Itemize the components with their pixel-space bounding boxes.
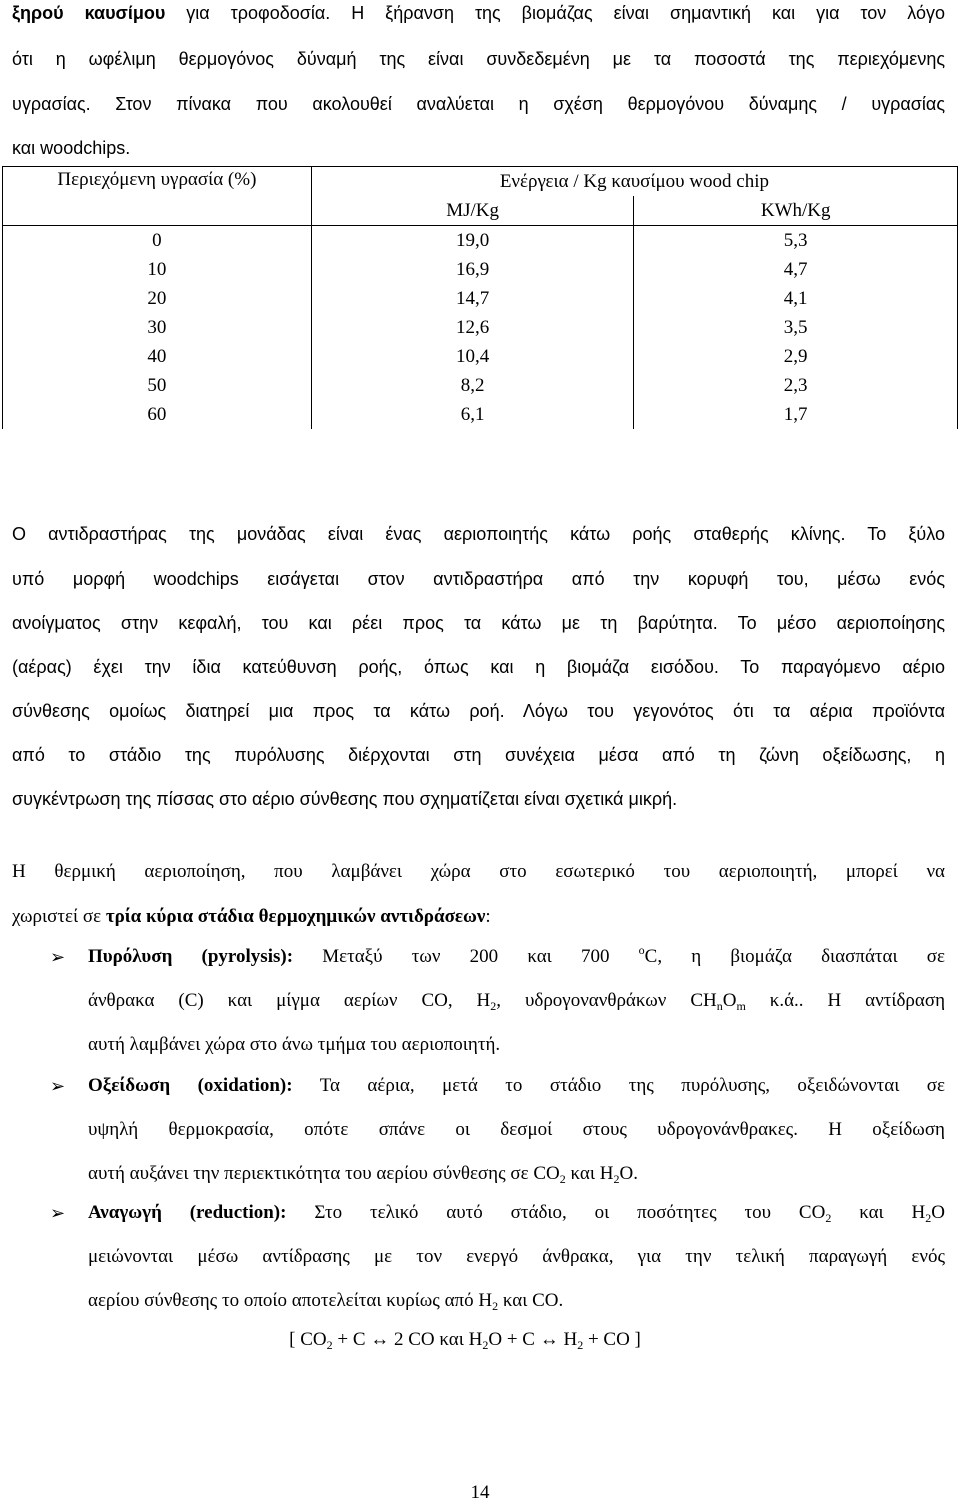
energy-column-header: Ενέργεια / Kg καυσίμου wood chip <box>311 167 957 197</box>
reduction-l1-b: και H <box>831 1202 926 1223</box>
reduction-l1-c: O <box>931 1202 945 1223</box>
pyrolysis-l2-a: άνθρακα (C) και μίγμα αερίων CO, H <box>88 990 491 1011</box>
oxidation-line-1 <box>88 1075 945 1097</box>
table-cell-moisture: 60 <box>3 400 312 429</box>
pyrolysis-line-1 <box>88 943 946 968</box>
reduction-l1-sub1: 2 <box>825 1211 832 1225</box>
reduction-l1-a: Στο τελικό αυτό στάδιο, οι ποσότητες του CO <box>286 1202 826 1223</box>
oxidation-text: Τα αέρια, μετά το στάδιο της πυρόλυσης, οξειδώνονται σε <box>292 1075 945 1096</box>
table-row <box>3 255 958 284</box>
table-cell-kwh: 5,3 <box>634 226 958 256</box>
oxidation-l3-sub1: 2 <box>559 1172 566 1186</box>
intro-bold-term: ξηρού καυσίμου <box>12 3 166 23</box>
pyrolysis-l2-d: κ.ά.. Η αντίδραση <box>745 990 946 1011</box>
pyrolysis-l2-sub3: m <box>736 999 746 1013</box>
bullet-arrow-icon: ➢ <box>50 1076 66 1096</box>
reduction-line-1 <box>88 1202 945 1224</box>
table-row <box>3 371 958 400</box>
table-cell-kwh: 4,7 <box>634 255 958 284</box>
pyrolysis-text-a: Μεταξύ των 200 και 700 <box>293 946 639 967</box>
reactor-line-7: συγκέντρωση της πίσσας στο αέριο σύνθεσης που σχηματίζεται είναι σχετικά μικρή. <box>12 789 678 809</box>
reactor-line-3: ανοίγματος στην κεφαλή, του και ρέει προς τα κάτω με τη βαρύτητα. Το μέσο αεριοποίησης <box>12 613 945 633</box>
reactor-line-1: Ο αντιδραστήρας της μονάδας είναι ένας αεριοποιητής κάτω ροής σταθερής κλίνης. Το ξύλο <box>12 524 945 544</box>
stages-intro-line-2 <box>12 906 945 928</box>
reduction-line-2: μειώνονται μέσω αντίδρασης με τον ενεργό άνθρακα, για την τελική παραγωγή ενός <box>88 1246 945 1267</box>
reduction-l3-sub: 2 <box>492 1299 499 1313</box>
bullet-arrow-icon: ➢ <box>50 1203 66 1223</box>
intro-line-3: υγρασίας. Στον πίνακα που ακολουθεί αναλύεται η σχέση θερμογόνου δύναμης / υγρασίας <box>12 94 945 114</box>
page-number: 14 <box>470 1482 490 1503</box>
table-row <box>3 313 958 342</box>
oxidation-title: Οξείδωση (oxidation): <box>88 1075 293 1096</box>
table-cell-mj: 16,9 <box>311 255 634 284</box>
intro-line-1-text: για τροφοδοσία. Η ξήρανση της βιομάζας είναι σημαντική και για τον λόγο <box>165 3 945 23</box>
reactor-line-2: υπό μορφή woodchips εισάγεται στον αντιδραστήρα από την κορυφή του, μέσω ενός <box>12 569 945 589</box>
pyrolysis-l2-sub1: 2 <box>490 999 497 1013</box>
reduction-l3-b: και CO. <box>498 1290 564 1311</box>
table-cell-moisture: 20 <box>3 284 312 313</box>
table-cell-mj: 6,1 <box>311 400 634 429</box>
table-cell-mj: 8,2 <box>311 371 634 400</box>
intro-line-2: ότι η ωφέλιμη θερμογόνος δύναμή της είναι συνδεδεμένη με τα ποσοστά της περιεχόμενης <box>12 49 945 69</box>
intro-line-4: και woodchips. <box>12 138 131 158</box>
reduction-line-3 <box>88 1290 945 1312</box>
eq-sub1: 2 <box>326 1338 333 1352</box>
table-cell-moisture: 10 <box>3 255 312 284</box>
table-cell-kwh: 1,7 <box>634 400 958 429</box>
oxidation-l3-c: O. <box>619 1163 638 1184</box>
reactor-line-4: (αέρας) έχει την ίδια κατεύθυνση ροής, όπως και η βιομάζα εισόδου. Το παραγόμενο αέριο <box>12 657 945 677</box>
eq-part-c: O + C ↔ H <box>488 1329 578 1350</box>
bullet-arrow-icon: ➢ <box>50 947 66 967</box>
pyrolysis-line-3: αυτή λαμβάνει χώρα στο άνω τμήμα του αεριοποιητή. <box>88 1034 501 1055</box>
oxidation-line-2: υψηλή θερμοκρασία, οπότε σπάνε οι δεσμοί στους υδρογονάνθρακες. Η οξείδωση <box>88 1119 945 1140</box>
table-header-row-1 <box>3 167 958 197</box>
eq-part-b: + C ↔ 2 CO και H <box>332 1329 483 1350</box>
pyrolysis-l2-sub2: n <box>716 999 723 1013</box>
table-cell-moisture: 30 <box>3 313 312 342</box>
reduction-title: Αναγωγή (reduction): <box>88 1202 287 1223</box>
unit-kwh-header: KWh/Kg <box>634 196 958 226</box>
degree-sup: ο <box>638 943 645 957</box>
table-cell-mj: 14,7 <box>311 284 634 313</box>
stages-intro-line-1: Η θερμική αεριοποίηση, που λαμβάνει χώρα στο εσωτερικό του αεριοποιητή, μπορεί να <box>12 861 945 882</box>
oxidation-line-3 <box>88 1163 945 1185</box>
reaction-equation <box>0 1329 930 1351</box>
pyrolysis-line-2 <box>88 990 945 1012</box>
moisture-energy-table <box>2 166 958 429</box>
table-cell-moisture: 40 <box>3 342 312 371</box>
oxidation-l3-b: και H <box>565 1163 614 1184</box>
oxidation-l3-sub2: 2 <box>613 1172 620 1186</box>
reactor-line-6: από το στάδιο της πυρόλυσης διέρχονται στη συνέχεια μέσα από τη ζώνη οξείδωσης, η <box>12 745 945 765</box>
table-cell-kwh: 2,9 <box>634 342 958 371</box>
stages-intro-bold: τρία κύρια στάδια θερμοχημικών αντιδράσεων <box>105 906 486 927</box>
table-row <box>3 226 958 256</box>
pyrolysis-text-b: C, η βιομάζα διασπάται σε <box>644 946 946 967</box>
table-cell-mj: 19,0 <box>311 226 634 256</box>
table-row <box>3 400 958 429</box>
table-cell-mj: 12,6 <box>311 313 634 342</box>
eq-sub3: 2 <box>577 1338 584 1352</box>
table-row <box>3 284 958 313</box>
intro-line-1 <box>12 2 945 24</box>
oxidation-l3-a: αυτή αυξάνει την περιεκτικότητα του αερίου σύνθεσης σε CO <box>88 1163 560 1184</box>
table-cell-kwh: 3,5 <box>634 313 958 342</box>
reduction-l1-sub2: 2 <box>925 1211 932 1225</box>
reduction-l3-a: αερίου σύνθεσης το οποίο αποτελείται κυρίως από H <box>88 1290 493 1311</box>
table-cell-kwh: 2,3 <box>634 371 958 400</box>
eq-part-a: [ CO <box>289 1329 327 1350</box>
table-cell-moisture: 0 <box>3 226 312 256</box>
table-cell-kwh: 4,1 <box>634 284 958 313</box>
pyrolysis-l2-c: O <box>722 990 737 1011</box>
stages-intro-post: : <box>485 906 491 927</box>
table-row <box>3 342 958 371</box>
unit-mj-header: MJ/Kg <box>311 196 634 226</box>
table-cell-mj: 10,4 <box>311 342 634 371</box>
pyrolysis-l2-b: , υδρογονανθράκων CH <box>496 990 717 1011</box>
table-body <box>3 226 958 430</box>
eq-part-d: + CO ] <box>583 1329 641 1350</box>
reactor-line-5: σύνθεσης ομοίως διατηρεί μια προς τα κάτω ροή. Λόγω του γεγονότος ότι τα αέρια προϊόντα <box>12 701 945 721</box>
eq-sub2: 2 <box>482 1338 489 1352</box>
pyrolysis-title: Πυρόλυση (pyrolysis): <box>88 946 294 967</box>
table-cell-moisture: 50 <box>3 371 312 400</box>
stages-intro-pre: χωριστεί σε <box>12 906 106 927</box>
moisture-column-header: Περιεχόμενη υγρασία (%) <box>3 167 312 226</box>
